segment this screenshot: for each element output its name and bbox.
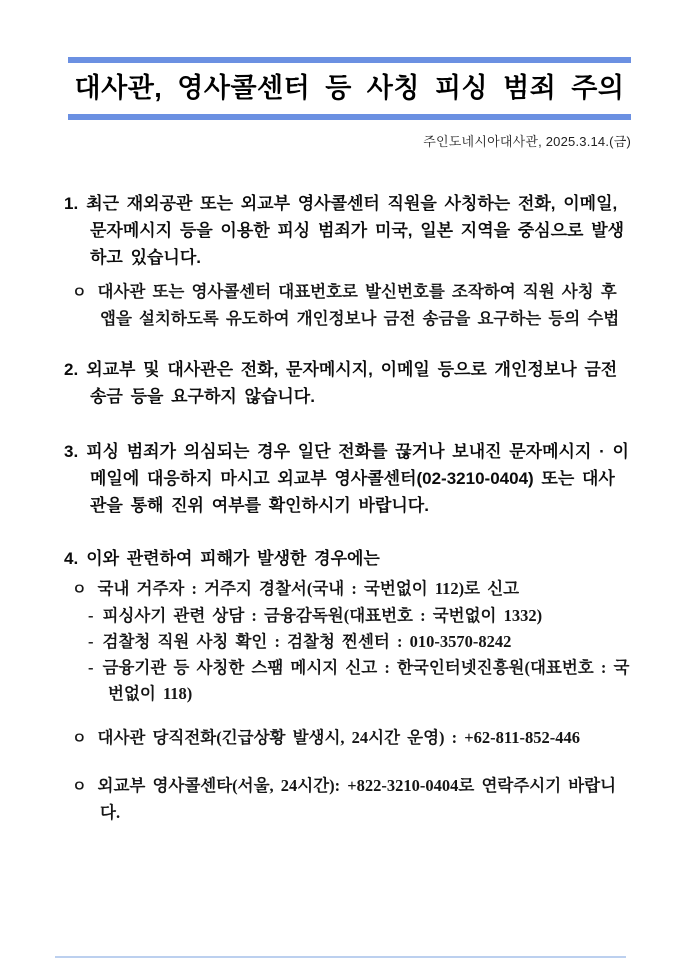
title-bottom-rule [68,114,631,120]
consular-callcenter-item [72,773,631,826]
kisa-hotline-item [88,655,631,707]
embassy-duty-phone-item [72,725,631,752]
page-title: 대사관, 영사콜센터 등 사칭 피싱 범죄 주의 [74,73,625,103]
list-item-4-text: 이와 관련하여 피해가 발생한 경우에는 [86,549,380,568]
dash-bullet: - [88,606,94,625]
prosecution-hotline-text: 검찰청 직원 사칭 확인 : 검찰청 찐센터 : 010-3570-8242 [102,632,512,651]
title-block [68,57,631,120]
list-item-1-sub-text: 대사관 또는 영사콜센터 대표번호로 발신번호를 조작하여 직원 사칭 후 앱을 설치하도록 유도하여 개인정보나 금전 송금을 요구하는 등의 수법 [97,282,620,328]
page-bottom-rule [55,956,626,958]
list-item-2-text: 외교부 및 대사관은 전화, 문자메시지, 이메일 등으로 개인정보나 금전 송금 등을 요구하지 않습니다. [86,360,618,406]
list-item-2-number: 2. [64,360,79,379]
prosecution-hotline-item [88,629,631,655]
circle-bullet: ㅇ [72,582,87,598]
consular-callcenter-text: 외교부 영사콜센타(서울, 24시간): +822-3210-0404로 연락주시기 바랍니다. [97,776,617,822]
kisa-hotline-text: 금융기관 등 사칭한 스팸 메시지 신고 : 한국인터넷진흥원(대표번호 : 국번없이 118) [102,658,630,703]
circle-bullet: ㅇ [72,731,87,747]
circle-bullet: ㅇ [72,779,87,795]
embassy-duty-phone-text: 대사관 당직전화(긴급상황 발생시, 24시간 운영) : +62-811-852-446 [97,728,580,747]
date-line: 주인도네시아대사관, 2025.3.14.(금) [423,134,631,149]
circle-bullet: ㅇ [72,285,87,301]
fss-hotline-text: 피싱사기 관련 상담 : 금융감독원(대표번호 : 국번없이 1332) [102,606,543,625]
list-item-1 [64,190,631,271]
title-top-rule [68,57,631,63]
list-item-1-number: 1. [64,194,79,213]
list-item-3-number: 3. [64,442,79,461]
report-domestic-text: 국내 거주자 : 거주지 경찰서(국내 : 국번없이 112)로 신고 [97,579,520,598]
notice-body [64,190,631,826]
dash-bullet: - [88,632,94,651]
list-item-2 [64,356,631,410]
list-item-3-text: 피싱 범죄가 의심되는 경우 일단 전화를 끊거나 보내진 문자메시지 · 이메일에 대응하지 마시고 외교부 영사콜센터(02-3210-0404) 또는 대사관을 통해 진위 여부를 확인하시기 바랍니다. [86,442,629,515]
list-item-1-sub [72,279,631,332]
list-item-3 [64,438,631,519]
fss-hotline-item [88,603,631,629]
dash-bullet: - [88,658,94,677]
list-item-4 [64,545,631,572]
list-item-1-text: 최근 재외공관 또는 외교부 영사콜센터 직원을 사칭하는 전화, 이메일, 문자메시지 등을 이용한 피싱 범죄가 미국, 일본 지역을 중심으로 발생하고 있습니다. [86,194,625,267]
list-item-4-number: 4. [64,549,79,568]
report-domestic-item [72,576,631,603]
